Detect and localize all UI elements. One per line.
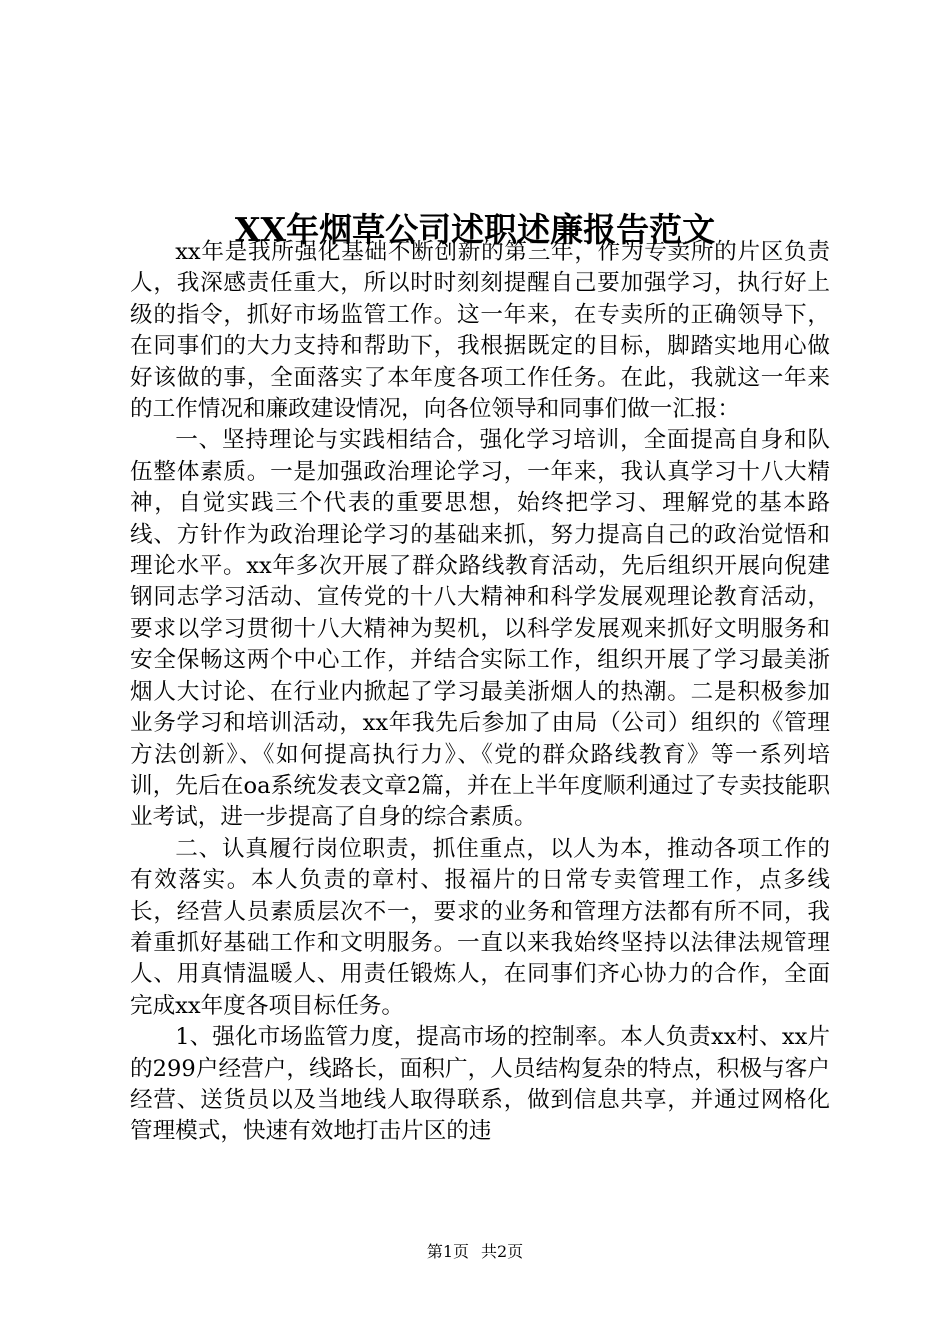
paragraph-section-1: 一、坚持理论与实践相结合，强化学习培训，全面提高自身和队伍整体素质。一是加强政治理论学习，一年来，我认真学习十八大精神，自觉实践三个代表的重要思想，始终把学习、理解党的基本路线、方针作为政治理论学习的基础来抓，努力提高自己的政治觉悟和理论水平。xx年多次开展了群众路线教育活动，先后组织开展向倪建钢同志学习活动、宣传党的十八大精神和科学发展观理论教育活动，要求以学习贯彻十八大精神为契机，以科学发展观来抓好文明服务和安全保畅这两个中心工作，并结合实际工作，组织开展了学习最美浙烟人大讨论、在行业内掀起了学习最美浙烟人的热潮。二是积极参加业务学习和培训活动，xx年我先后参加了由局（公司）组织的《管理方法创新》、《如何提高执行力》、《党的群众路线教育》等一系列培训，先后在oa系统发表文章2篇，并在上半年度顺利通过了专卖技能职业考试，进一步提高了自身的综合素质。 — [130, 427, 830, 831]
document-title: XX年烟草公司述职述廉报告范文 — [234, 210, 716, 250]
paragraph-section-2: 二、认真履行岗位职责，抓住重点，以人为本，推动各项工作的有效落实。本人负责的章村、报福片的日常专卖管理工作，点多线长，经营人员素质层次不一，要求的业务和管理方法都有所不同，我着重抓好基础工作和文明服务。一直以来我始终坚持以法律法规管理人、用真情温暖人、用责任锻炼人，在同事们齐心协力的合作，全面完成xx年度各项目标任务。 — [130, 835, 830, 1019]
page-total: 共2页 — [481, 1242, 524, 1261]
paragraph-intro: xx年是我所强化基础不断创新的第三年，作为专卖所的片区负责人，我深感责任重大，所以时时刻刻提醒自己要加强学习，执行好上级的指令，抓好市场监管工作。这一年来，在专卖所的正确领导下，在同事们的大力支持和帮助下，我根据既定的目标，脚踏实地用心做好该做的事，全面落实了本年度各项工作任务。在此，我就这一年来的工作情况和廉政建设情况，向各位领导和同事们做一汇报： — [130, 239, 830, 423]
document-body — [130, 237, 830, 1148]
page-number: 第1页 — [426, 1242, 469, 1261]
page-footer — [0, 1240, 950, 1264]
paragraph-item-1: 1、强化市场监管力度，提高市场的控制率。本人负责xx村、xx片的299户经营户，线路长，面积广，人员结构复杂的特点，积极与客户经营、送货员以及当地线人取得联系，做到信息共享，并通过网格化管理模式，快速有效地打击片区的违 — [130, 1024, 830, 1145]
